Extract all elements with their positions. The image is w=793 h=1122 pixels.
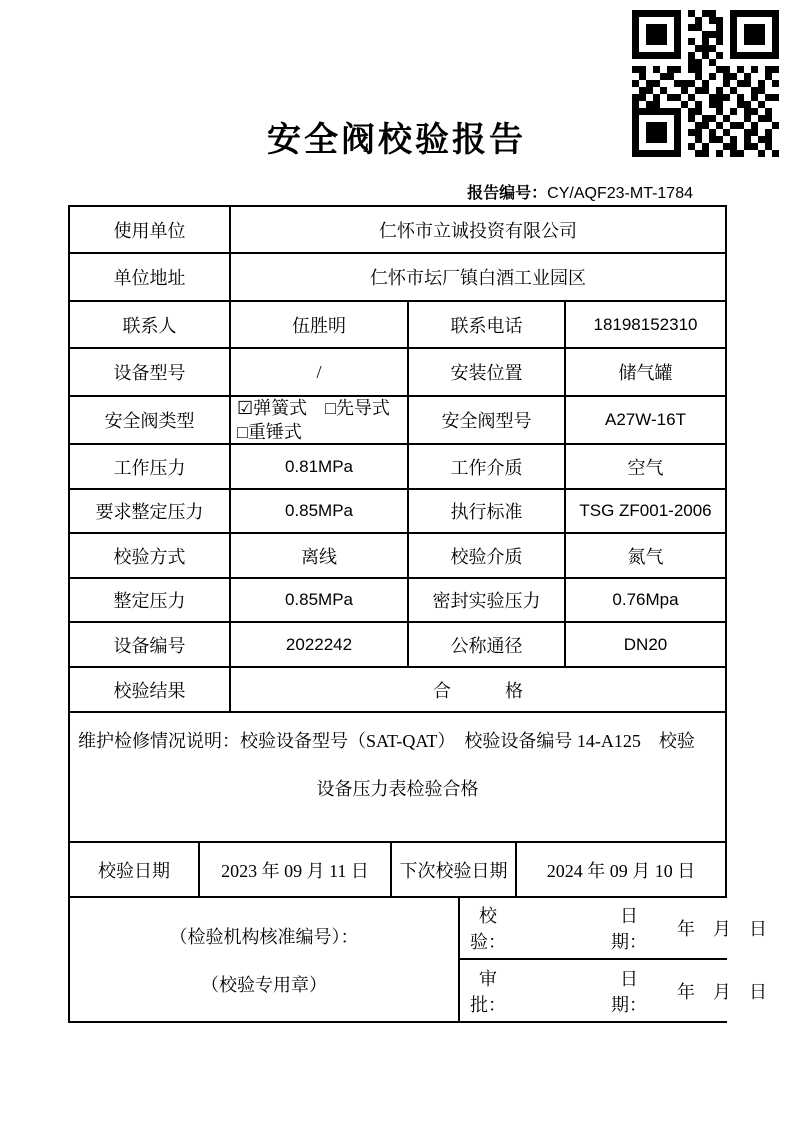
result-value: 合 格 [231,668,725,711]
calibration-date-label: 校验日期 [70,843,198,896]
table-row [70,254,725,300]
inspection-org-cell [70,898,458,1021]
device-model-label: 设备型号 [70,349,229,395]
verifier-date-label: 日期： [611,906,647,952]
required-set-pressure-value: 0.85MPa [231,490,407,532]
org-seal-label: （校验专用章） [201,974,327,995]
standard-value: TSG ZF001-2006 [566,490,725,532]
org-approval-number-label: （检验机构核准编号）： [169,926,359,947]
phone-label: 联系电话 [409,302,564,347]
nominal-diameter-value: DN20 [566,623,725,666]
table-row [70,623,725,666]
table-row [70,490,725,532]
table-row [70,579,725,621]
phone-value: 18198152310 [566,302,725,347]
table-row [70,302,725,347]
next-calibration-date-value: 2024 年 09 月 10 日 [517,843,725,896]
calibration-method-value: 离线 [231,534,407,577]
device-model-value: / [231,349,407,395]
table-row [70,534,725,577]
set-pressure-label: 整定压力 [70,579,229,621]
signature-section [70,898,767,1021]
address-value: 仁怀市坛厂镇白酒工业园区 [231,254,725,300]
valve-type-label: 安全阀类型 [70,397,229,443]
table-row [70,445,725,488]
next-calibration-date-label: 下次校验日期 [392,843,515,896]
verifier-sign-row [460,898,767,958]
verifier-ymd: 年 月 日 [677,919,767,939]
maintenance-line2: 设备压力表检验合格 [316,779,479,799]
result-label: 校验结果 [70,668,229,711]
table-row [70,207,725,252]
work-pressure-value: 0.81MPa [231,445,407,488]
install-location-label: 安装位置 [409,349,564,395]
contact-label: 联系人 [70,302,229,347]
calibration-medium-value: 氮气 [566,534,725,577]
report-table [68,205,767,1023]
set-pressure-value: 0.85MPa [231,579,407,621]
calibration-date-value: 2023 年 09 月 11 日 [200,843,390,896]
table-row [70,349,725,395]
approver-label: 审批： [470,968,506,1015]
unit-label: 使用单位 [70,207,229,252]
verifier-label: 校验： [470,906,506,952]
work-medium-value: 空气 [566,445,725,488]
report-number-label: 报告编号： [467,185,548,202]
work-medium-label: 工作介质 [409,445,564,488]
valve-type-line2: □重锤式 [237,422,302,442]
maintenance-note [70,713,725,841]
report-number-value: CY/AQF23-MT-1784 [547,185,693,202]
device-number-label: 设备编号 [70,623,229,666]
approver-ymd: 年 月 日 [677,981,767,1002]
nominal-diameter-label: 公称通径 [409,623,564,666]
address-label: 单位地址 [70,254,229,300]
page-title: 安全阀校验报告 [267,122,526,159]
maintenance-line1: 维护检修情况说明：校验设备型号（SAT-QAT） 校验设备编号 14-A125 校验 [78,731,695,751]
install-location-value: 储气罐 [566,349,725,395]
contact-value: 伍胜明 [231,302,407,347]
valve-type-line1: ☑弹簧式 □先导式 [237,398,391,418]
table-row [70,397,725,443]
calibration-medium-label: 校验介质 [409,534,564,577]
table-row [70,843,725,896]
report-number [467,180,693,203]
device-number-value: 2022242 [231,623,407,666]
required-set-pressure-label: 要求整定压力 [70,490,229,532]
work-pressure-label: 工作压力 [70,445,229,488]
seal-test-pressure-value: 0.76Mpa [566,579,725,621]
valve-model-label: 安全阀型号 [409,397,564,443]
seal-test-pressure-label: 密封实验压力 [409,579,564,621]
valve-model-value: A27W-16T [566,397,725,443]
standard-label: 执行标准 [409,490,564,532]
calibration-method-label: 校验方式 [70,534,229,577]
approver-date-label: 日期： [611,968,647,1015]
approver-sign-row [460,960,767,1021]
valve-type-checkboxes [231,397,407,443]
unit-value: 仁怀市立诚投资有限公司 [231,207,725,252]
table-row [70,668,725,711]
